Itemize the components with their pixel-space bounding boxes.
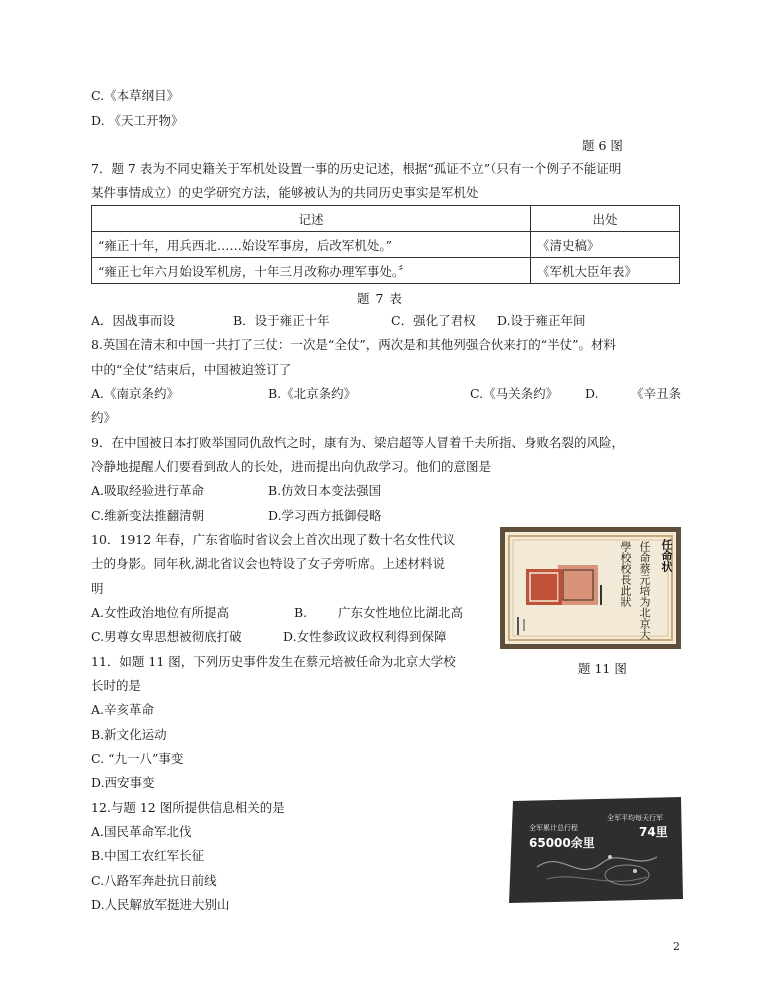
table-row [92, 258, 680, 284]
q11-option-d: D.西安事变 [91, 775, 155, 790]
q12-option-a: A.国民革命军北伐 [91, 824, 192, 839]
table-cell: “雍正十年，用兵西北……始设军事房，后改军机处。” [92, 232, 531, 258]
q7-option-c: C．强化了君权 [391, 313, 476, 328]
q7-option-d: D.设于雍正年间 [497, 313, 586, 328]
q7-table-caption: 题 7 表 [357, 291, 403, 306]
q9-stem-line1: 9．在中国被日本打败举国同仇敌忾之时，康有为、梁启超等人冒着千夫所指、身败名裂的风险， [91, 435, 624, 450]
table-header-row [92, 206, 680, 232]
q7-record-table [91, 205, 680, 284]
q9-option-c: C.维新变法推翻清朝 [91, 508, 205, 523]
page-number: 2 [673, 940, 680, 953]
q8-option-d-wrap: 约》 [91, 410, 117, 425]
q9-option-d: D.学习西方抵御侵略 [268, 508, 382, 523]
q8-option-c: C.《马关条约》 [470, 386, 559, 401]
q8-stem-line1: 8.英国在清末和中国一共打了三仗：一次是“全仗”，两次是和其他列强合伙来打的“半仗”。材料 [91, 337, 616, 352]
q11-certificate-photo [500, 527, 681, 649]
q7-stem-line2: 某件事情成立）的史学研究方法，能够被认为的共同历史事实是军机处 [91, 185, 479, 200]
q12-option-d: D.人民解放军挺进大别山 [91, 897, 230, 912]
q12-option-c: C.八路军奔赴抗日前线 [91, 873, 217, 888]
q7-stem-line1: 7．题 7 表为不同史籍关于军机处设置一事的历史记述，根据“孤证不立”（只有一个例子不能证明 [91, 161, 622, 176]
map-total-distance-value: 65000余里 [529, 836, 595, 850]
table-row [92, 232, 680, 258]
table-cell: “雍正七年六月始设军机房，十年三月改称办理军事处。〞 [92, 258, 531, 284]
q10-stem-line2: 士的身影。同年秋,湖北省议会也特设了女子旁听席。上述材料说 [91, 556, 445, 571]
certificate-line2: 學校校長此狀 [619, 541, 632, 607]
q6-option-c: C.《本草纲目》 [91, 88, 180, 103]
q9-option-a: A.吸取经验进行革命 [91, 483, 205, 498]
q10-stem-line3: 明 [91, 581, 104, 596]
q10-option-d: D.女性参政议政权利得到保障 [283, 629, 447, 644]
q7-option-a: A．因战事而设 [91, 313, 176, 328]
table-header-cell: 记述 [92, 206, 531, 232]
q10-option-b-label: B. [294, 605, 308, 620]
map-daily-distance-label: 全军平均每天行军 [607, 814, 663, 822]
q11-stem-line2: 长时的是 [91, 678, 142, 693]
q10-option-c: C.男尊女卑思想被彻底打破 [91, 629, 242, 644]
q12-map-photo [507, 797, 685, 903]
table-header-cell: 出处 [531, 206, 680, 232]
q10-stem-line1: 10．1912 年春，广东省临时省议会上首次出现了数十名女性代议 [91, 532, 456, 547]
q11-option-b: B.新文化运动 [91, 727, 167, 742]
q11-stem-line1: 11．如题 11 图，下列历史事件发生在蔡元培被任命为北京大学校 [91, 654, 456, 669]
q8-stem-line2: 中的“全仗”结束后，中国被迫签订了 [91, 362, 292, 377]
q8-option-b: B.《北京条约》 [268, 386, 357, 401]
q11-option-a: A.辛亥革命 [91, 702, 155, 717]
q10-option-b-text: 广东女性地位比湖北高 [338, 605, 464, 620]
q8-option-d-text: 《辛丑条 [631, 386, 682, 401]
q6-option-d: D. 《天工开物》 [91, 113, 184, 128]
table-cell: 《军机大臣年表》 [531, 258, 680, 284]
q8-option-d-label: D. [585, 386, 599, 401]
q8-option-a: A.《南京条约》 [91, 386, 180, 401]
q11-option-c: C. “九一八”事变 [91, 751, 184, 766]
q12-stem: 12.与题 12 图所提供信息相关的是 [91, 800, 285, 815]
q11-figure-caption: 题 11 图 [578, 661, 627, 676]
map-daily-distance-value: 74里 [639, 825, 668, 839]
q9-option-b: B.仿效日本变法强国 [268, 483, 382, 498]
certificate-image [500, 527, 681, 649]
q6-figure-caption: 题 6 图 [582, 138, 623, 153]
map-total-distance-label: 全军累计总行程 [529, 824, 578, 832]
table-cell: 《清史稿》 [531, 232, 680, 258]
q7-option-b: B．设于雍正十年 [233, 313, 330, 328]
q12-option-b: B.中国工农红军长征 [91, 848, 205, 863]
certificate-title: 任命状 [660, 539, 673, 572]
q10-option-a: A.女性政治地位有所提高 [91, 605, 230, 620]
q9-stem-line2: 冷静地提醒人们要看到敌人的长处，进而提出向仇敌学习。他们的意图是 [91, 459, 492, 474]
certificate-line1: 任命蔡元培为北京大 [638, 541, 651, 640]
